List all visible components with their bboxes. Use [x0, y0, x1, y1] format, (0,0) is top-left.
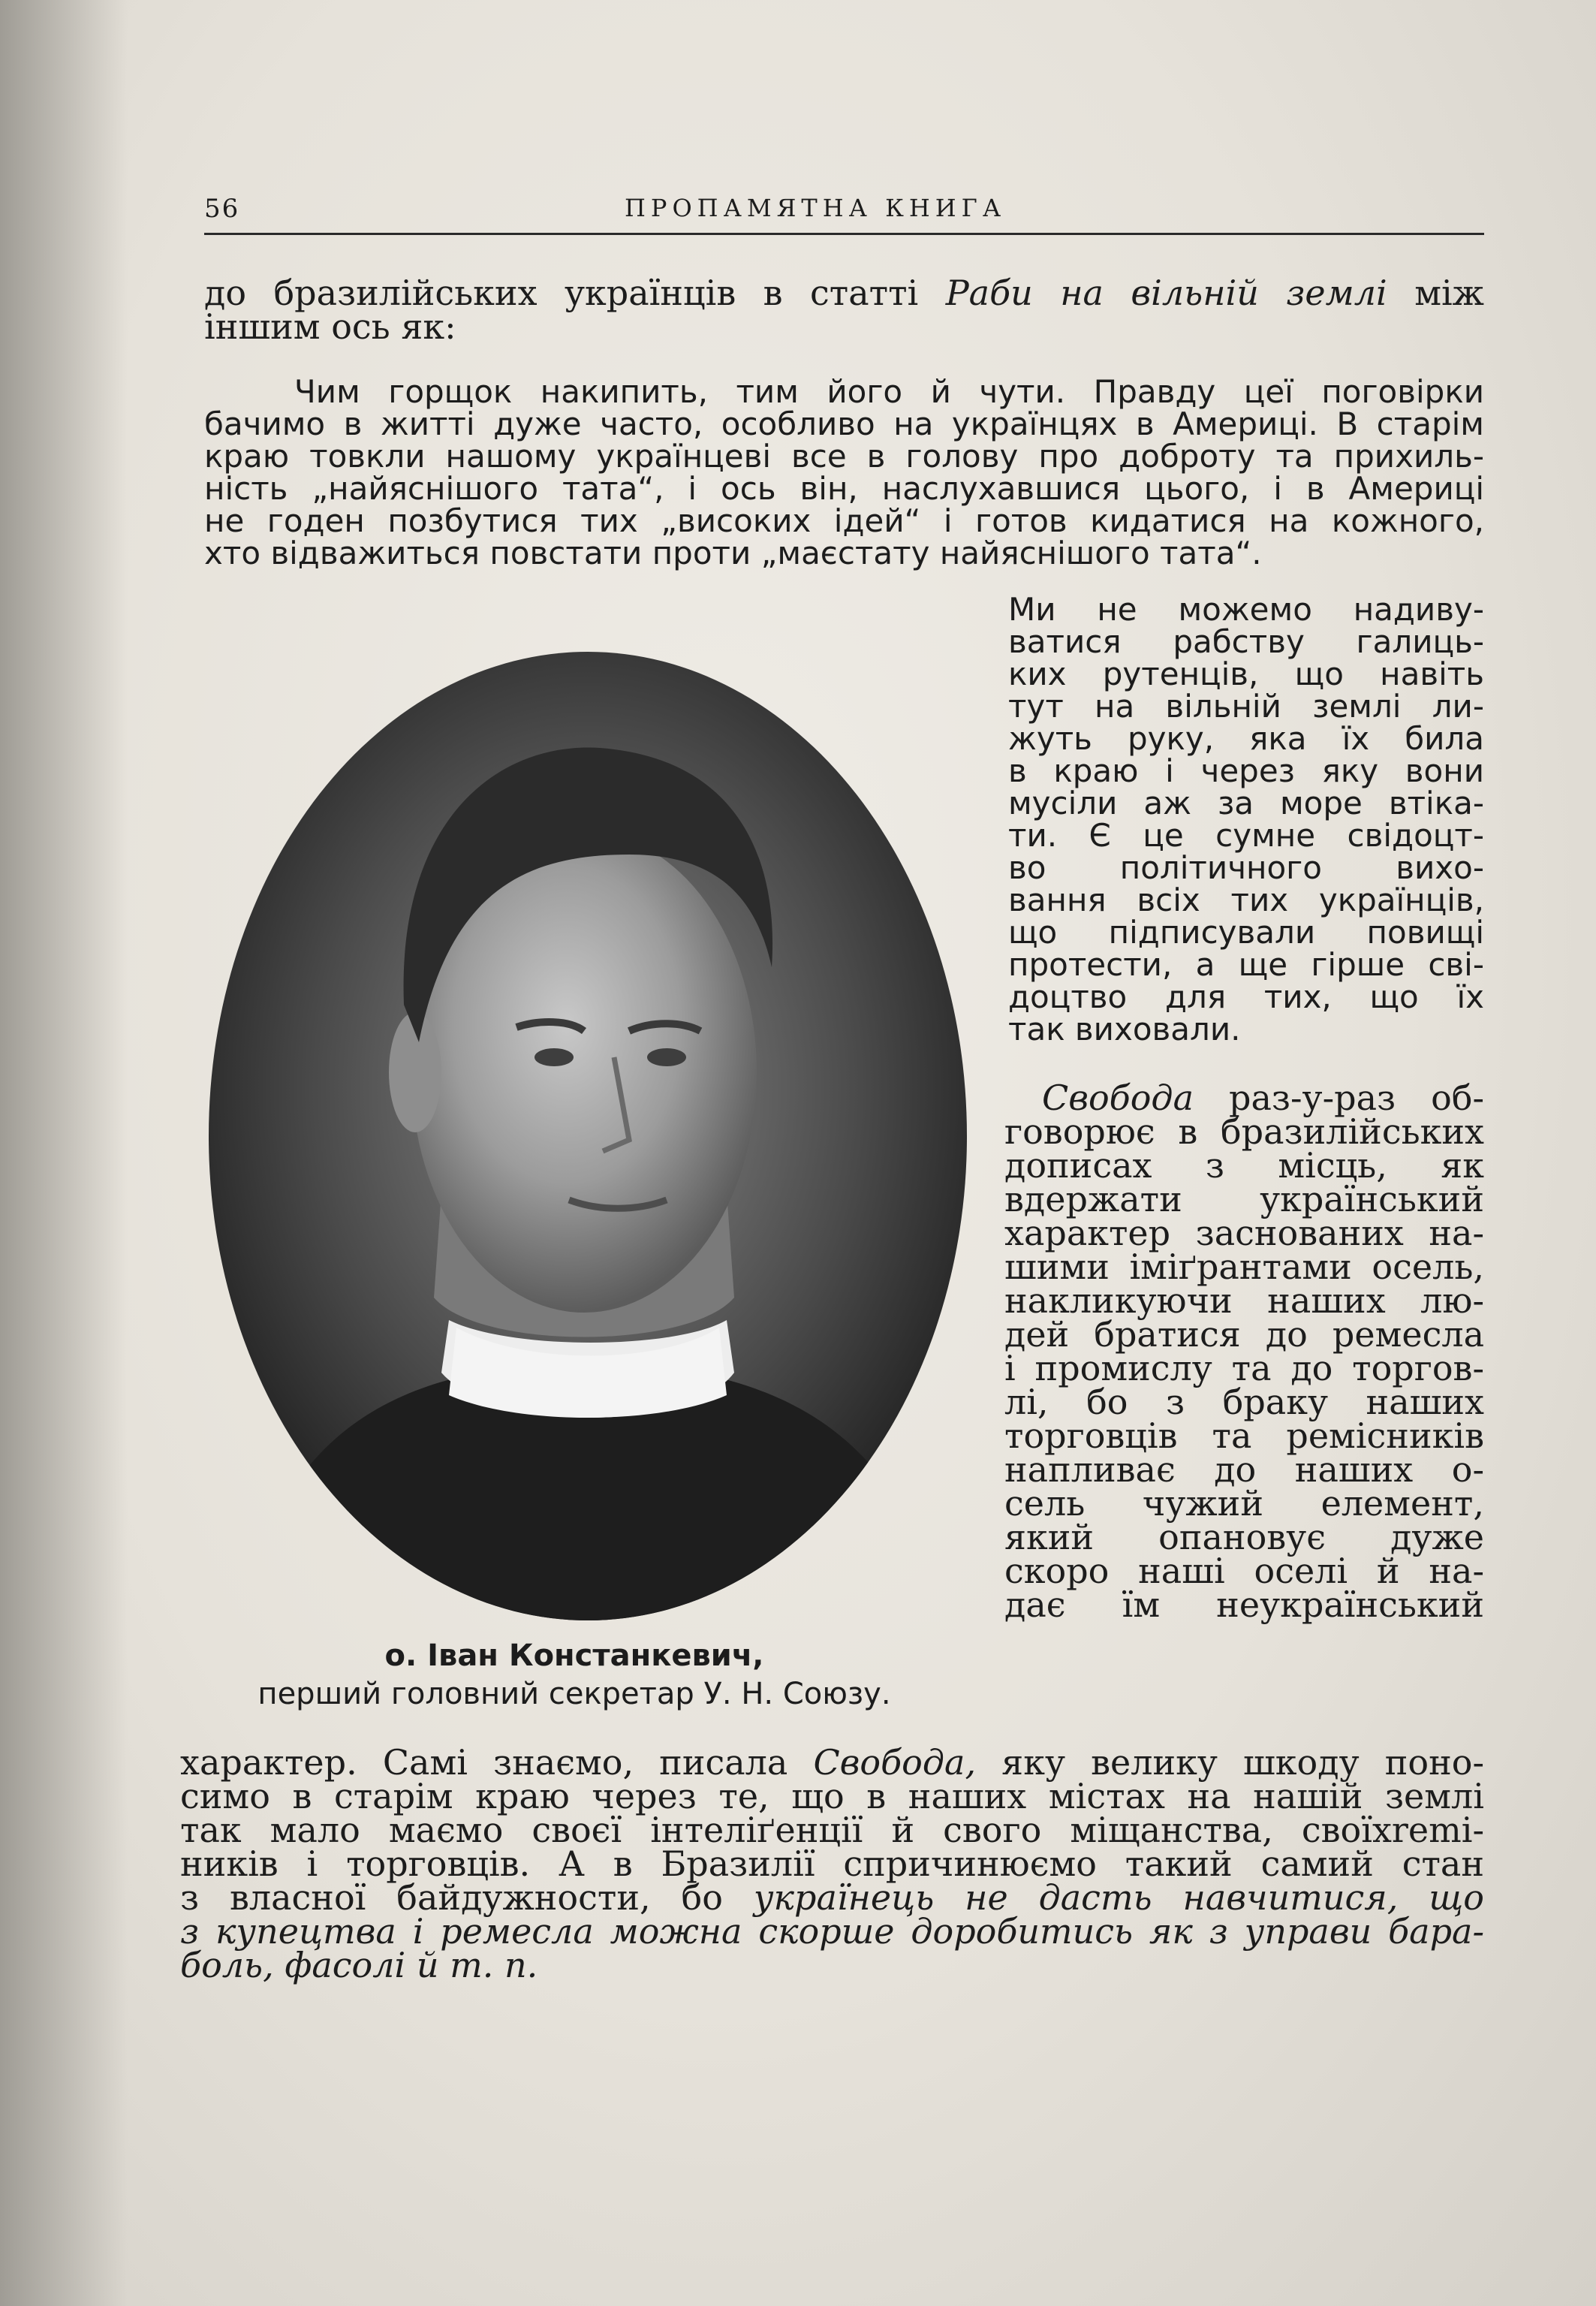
- text-line: мусіли аж за море втіка-: [1008, 785, 1484, 821]
- text-line: в краю і через яку вони: [1008, 752, 1484, 789]
- text-line: шими іміґрантами осель,: [1004, 1246, 1484, 1287]
- text-line: лі, бо з браку наших: [1004, 1382, 1484, 1422]
- intro-paragraph: [204, 273, 1485, 347]
- text-line: вання всіх тих українців,: [1008, 882, 1484, 918]
- running-title: ПРОПАМЯТНА КНИГА: [625, 194, 1007, 222]
- page-number: 56: [204, 194, 240, 224]
- side-quote-column: [1008, 593, 1484, 1045]
- text-line: ких рутенців, що навіть: [1008, 656, 1484, 692]
- text-line: іншим ось як:: [204, 306, 456, 347]
- text-line: який опановує дуже: [1004, 1517, 1484, 1557]
- newspaper-name: Свобода,: [813, 1742, 977, 1783]
- binding-shadow: [0, 0, 128, 2306]
- text-line: напливає до наших о-: [1004, 1449, 1484, 1490]
- text-line: сель чужий елемент,: [1004, 1483, 1484, 1524]
- newspaper-name: Свобода: [1042, 1078, 1194, 1118]
- caption-role: перший головний секретар У. Н. Союзу.: [257, 1677, 891, 1711]
- text-line: характер заснованих на-: [1004, 1213, 1484, 1253]
- text-line: до бразилійських українців в статті Раби на вільній землі між: [204, 273, 1485, 313]
- text-line: тут на вільній землі ли-: [1008, 688, 1484, 725]
- text-line: з купецтва і ремесла можна скорше доробитись як з управи бара-: [180, 1911, 1484, 1952]
- bottom-paragraph: [180, 1742, 1484, 1985]
- text-line: вдержати український: [1004, 1179, 1484, 1219]
- side-body-column: [1004, 1078, 1484, 1625]
- text-line: говорює в бразилійських: [1004, 1111, 1484, 1152]
- text-line: Ми не можемо надиву-: [1008, 591, 1484, 628]
- text-line: Свобода раз-у-раз об-: [1042, 1078, 1484, 1118]
- page-header: [204, 188, 1484, 235]
- quoted-paragraph: [204, 375, 1484, 569]
- text-line: і промислу та до торгов-: [1004, 1348, 1484, 1388]
- text-line: дей братися до ремесла: [1004, 1314, 1484, 1355]
- text-line: з власної байдужности, бо українець не дасть навчитися, що: [180, 1877, 1484, 1918]
- text-line: боль, фасолі й т. п.: [180, 1945, 538, 1985]
- text-line: протести, а ще гірше сві-: [1008, 946, 1484, 983]
- text-line: хто відважиться повстати проти „маєстату найяснішого тата“.: [204, 535, 1262, 571]
- text-line: що підписували повищі: [1008, 914, 1484, 951]
- portrait-photo: [209, 652, 967, 1620]
- text-line: ників і торговців. А в Бразилії спричинюємо такий самий стан: [180, 1843, 1484, 1884]
- text-line: характер. Самі знаємо, писала Свобода, яку велику шкоду поно-: [180, 1742, 1484, 1783]
- text-line: жуть руку, яка їх била: [1008, 720, 1484, 757]
- article-title: Раби на вільній землі: [945, 273, 1387, 313]
- text-line: симо в старім краю через те, що в наших містах на нашій землі: [180, 1776, 1484, 1816]
- text-line: не годен позбутися тих „високих ідей“ і готов кидатися на кожного,: [204, 502, 1484, 539]
- text-line: ність „найяснішого тата“, і ось він, наслухавшися цього, і в Америці: [204, 470, 1484, 507]
- text-line: так мало маємо своєї інтеліґенції й свого міщанства, своїхremі-: [180, 1810, 1484, 1850]
- text-line: краю товкли нашому українцеві все в голову про доброту та прихиль-: [204, 438, 1484, 475]
- text-line: дописах з місць, як: [1004, 1145, 1484, 1186]
- caption-name: о. Іван Констанкевич,: [384, 1638, 764, 1673]
- text-line: дає їм неукраїнський: [1004, 1584, 1484, 1625]
- text-line: ватися рабству галиць-: [1008, 623, 1484, 660]
- text-line: Чим горщок накипить, тим його й чути. Правду цеї поговірки: [294, 373, 1484, 410]
- portrait-caption: [180, 1637, 968, 1714]
- text-line: накликуючи наших лю-: [1004, 1280, 1484, 1321]
- text-line: скоро наші оселі й на-: [1004, 1551, 1484, 1591]
- text-line: ти. Є це сумне свідоцт-: [1008, 817, 1484, 854]
- text-line: во політичного вихо-: [1008, 849, 1484, 886]
- portrait-image: [209, 652, 967, 1620]
- text-line: так виховали.: [1008, 1011, 1241, 1047]
- text-line: торговців та ремісників: [1004, 1415, 1484, 1456]
- text-line: бачимо в житті дуже часто, особливо на українцях в Америці. В старім: [204, 405, 1484, 442]
- text-line: доцтво для тих, що їх: [1008, 978, 1484, 1015]
